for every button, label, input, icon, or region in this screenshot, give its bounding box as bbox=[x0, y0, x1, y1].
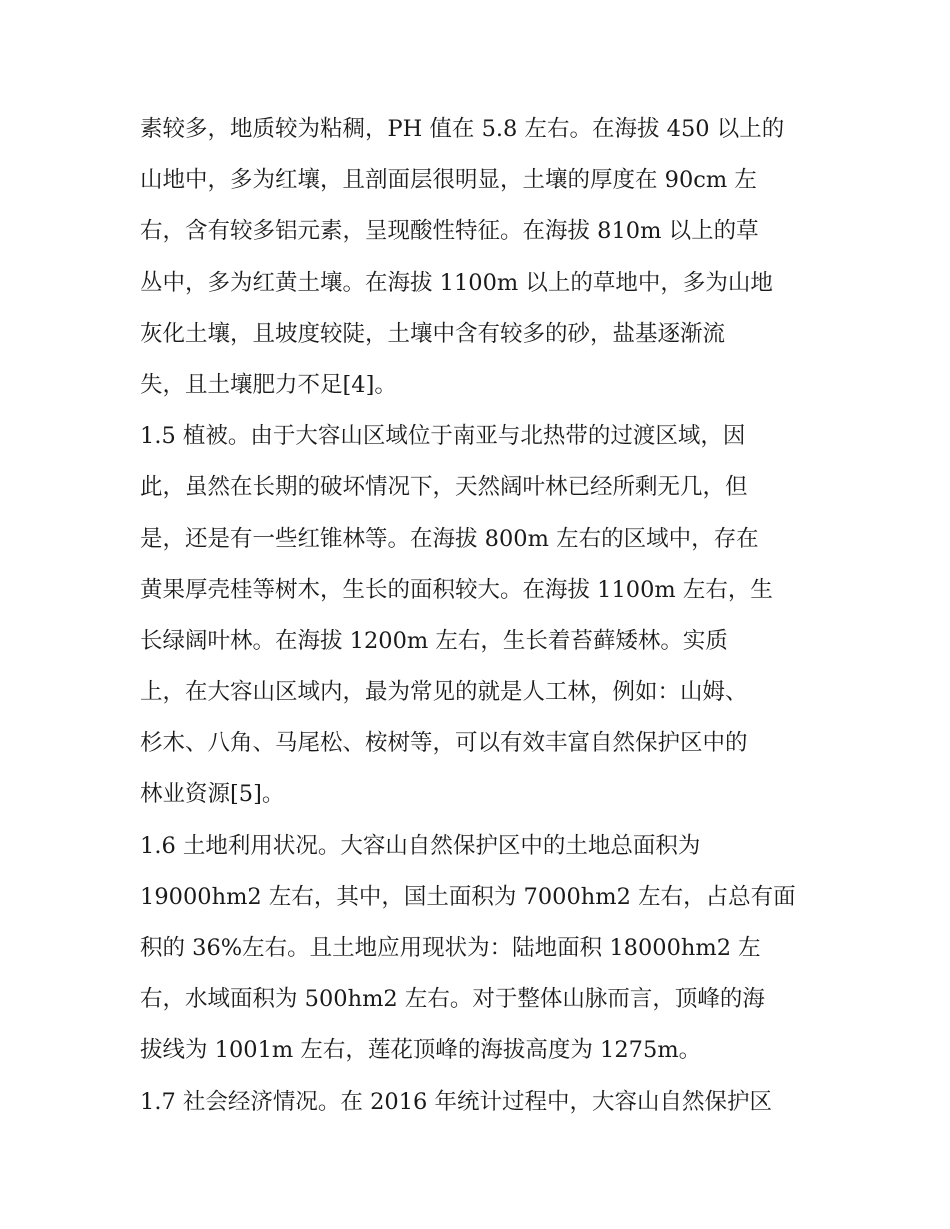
document-body bbox=[140, 104, 812, 1128]
text-line: 右，含有较多铝元素，呈现酸性特征。在海拔 810m 以上的草 bbox=[140, 218, 759, 245]
text-line: 此，虽然在长期的破坏情况下，天然阔叶林已经所剩无几，但 bbox=[140, 474, 748, 501]
text-line: 黄果厚壳桂等树木，生长的面积较大。在海拔 1100m 左右，生 bbox=[140, 576, 773, 603]
text-line: 19000hm2 左右，其中，国土面积为 7000hm2 左右，占总有面 bbox=[140, 883, 796, 910]
text-line: 杉木、八角、马尾松、桉树等，可以有效丰富自然保护区中的 bbox=[140, 730, 748, 757]
text-line: 林业资源[5]。 bbox=[140, 781, 285, 808]
section-heading-line: 1.5 植被。由于大容山区域位于南亚与北热带的过渡区域，因 bbox=[140, 423, 746, 450]
text-line: 素较多，地质较为粘稠，PH 值在 5.8 左右。在海拔 450 以上的 bbox=[140, 116, 785, 142]
text-line: 丛中，多为红黄土壤。在海拔 1100m 以上的草地中，多为山地 bbox=[140, 269, 773, 296]
text-line: 右，水域面积为 500hm2 左右。对于整体山脉而言，顶峰的海 bbox=[140, 986, 765, 1013]
text-line: 山地中，多为红壤，且剖面层很明显，土壤的厚度在 90cm 左 bbox=[140, 167, 757, 194]
text-line: 拔线为 1001m 左右，莲花顶峰的海拔高度为 1275m。 bbox=[140, 1037, 702, 1064]
text-line: 是，还是有一些红锥林等。在海拔 800m 左右的区域中，存在 bbox=[140, 525, 759, 552]
text-line: 长绿阔叶林。在海拔 1200m 左右，生长着苔藓矮林。实质 bbox=[140, 627, 728, 654]
text-line: 积的 36%左右。且土地应用现状为：陆地面积 18000hm2 左 bbox=[140, 935, 761, 961]
text-line: 失，且土壤肥力不足[4]。 bbox=[140, 371, 397, 398]
text-line: 上，在大容山区域内，最为常见的就是人工林，例如：山姆、 bbox=[140, 679, 748, 706]
section-heading-line: 1.6 土地利用状况。大容山自然保护区中的土地总面积为 bbox=[140, 832, 701, 859]
section-heading-line: 1.7 社会经济情况。在 2016 年统计过程中，大容山自然保护区 bbox=[140, 1088, 773, 1115]
text-line: 灰化土壤，且坡度较陡，土壤中含有较多的砂，盐基逐渐流 bbox=[140, 320, 726, 347]
